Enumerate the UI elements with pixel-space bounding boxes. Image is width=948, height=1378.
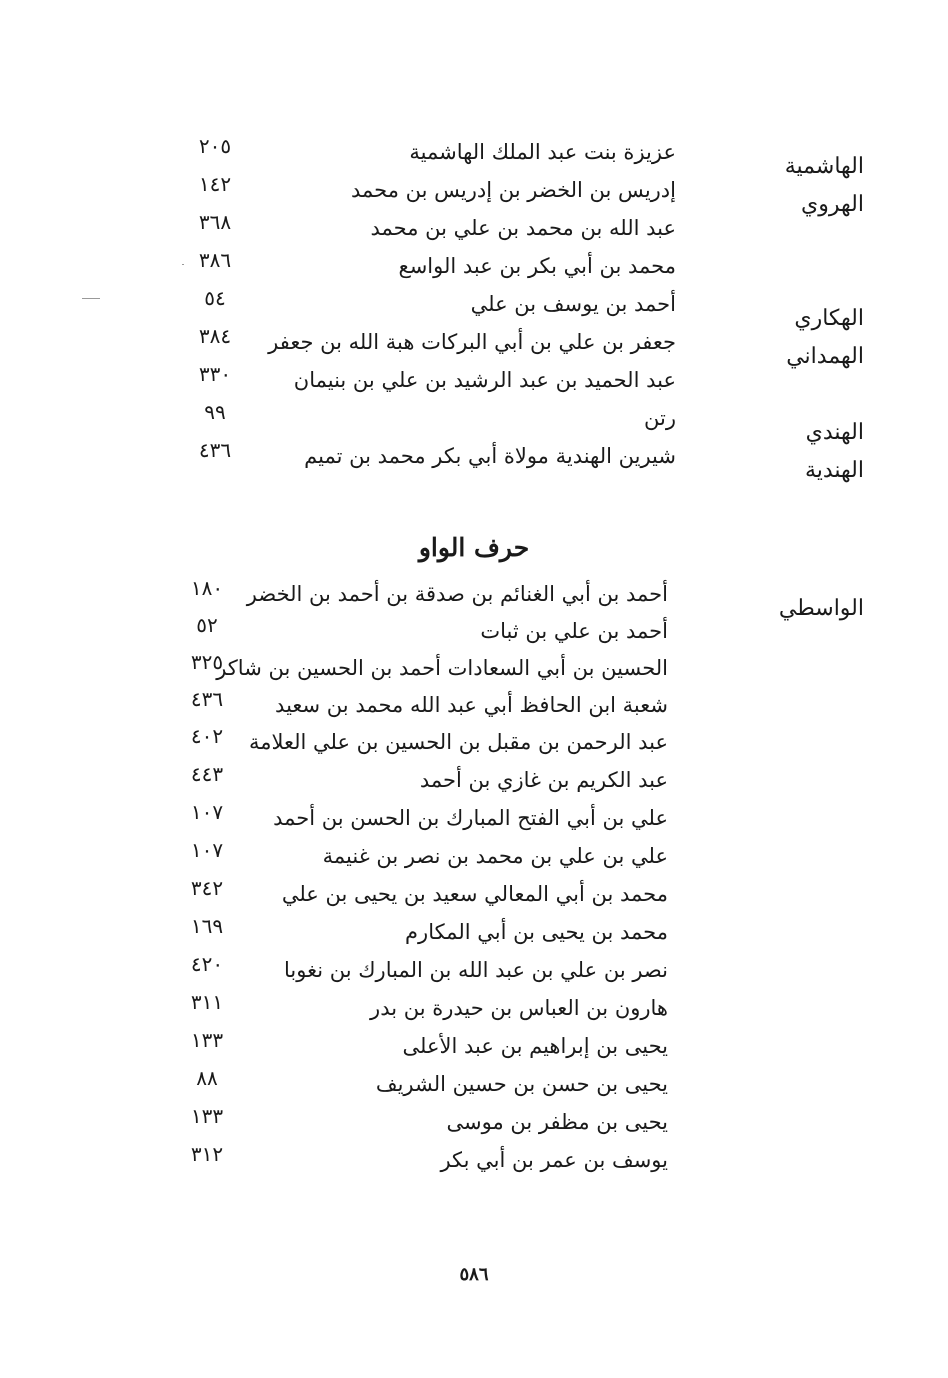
nisba-label: الواسطي: [778, 596, 864, 621]
page-reference: ١٠٧: [190, 800, 224, 824]
scan-speck: [82, 298, 100, 299]
person-name: محمد بن أبي المعالي سعيد بن يحيى بن علي: [281, 882, 668, 906]
person-name: عبد الله بن محمد بن علي بن محمد: [370, 216, 676, 240]
index-entry: [0, 687, 948, 731]
page-reference: ٣٨٤: [198, 324, 232, 348]
index-entry: [0, 324, 948, 369]
person-name: هارون بن العباس بن حيدرة بن بدر: [370, 996, 668, 1020]
person-name: يحيى بن إبراهيم بن عبد الأعلى: [402, 1034, 668, 1058]
page-reference: ٣٢٥: [190, 650, 224, 674]
index-entry: [0, 286, 948, 331]
index-entry: [0, 172, 948, 217]
index-entry: [0, 576, 948, 621]
page-reference: ٤٤٣: [190, 762, 224, 786]
page-reference: ١٦٩: [190, 914, 224, 938]
person-name: يحيى بن مظفر بن موسى: [446, 1110, 668, 1134]
page-reference: ١٨٠: [190, 576, 224, 600]
index-entry: [0, 362, 948, 406]
page-reference: ١٣٣: [190, 1104, 224, 1128]
page-reference: ٣٨٦: [198, 248, 232, 272]
person-name: رتن: [644, 406, 676, 430]
index-entry: [0, 990, 948, 1034]
index-entry: [0, 952, 948, 996]
page-reference: ٤٣٦: [190, 687, 224, 711]
page-reference: ٤٢٠: [190, 952, 224, 976]
person-name: الحسين بن أبي السعادات أحمد بن الحسين بن شاكر: [216, 656, 668, 680]
person-name: عزيزة بنت عبد الملك الهاشمية: [409, 140, 676, 164]
index-entry: [0, 613, 948, 657]
index-entry: [0, 210, 948, 254]
page-reference: ٥٤: [204, 286, 226, 310]
nisba-label: الهندي: [805, 420, 864, 445]
person-name: شيرين الهندية مولاة أبي بكر محمد بن تميم: [304, 444, 676, 468]
person-name: محمد بن أبي بكر بن عبد الواسع: [398, 254, 676, 278]
person-name: علي بن أبي الفتح المبارك بن الحسن بن أحمد: [273, 806, 668, 830]
page-reference: ١٣٣: [190, 1028, 224, 1052]
index-entry: [0, 914, 948, 958]
person-name: نصر بن علي بن عبد الله بن المبارك بن نغوبا: [284, 958, 668, 982]
index-entry: [0, 800, 948, 844]
index-entry: [0, 1142, 948, 1186]
person-name: جعفر بن علي بن أبي البركات هبة الله بن جعفر: [268, 330, 676, 354]
page-reference: ١٠٧: [190, 838, 224, 862]
person-name: محمد بن يحيى بن أبي المكارم: [405, 920, 668, 944]
person-name: أحمد بن علي بن ثبات: [480, 619, 668, 643]
scan-speck: [182, 264, 184, 265]
page-reference: ٣١١: [190, 990, 224, 1014]
index-entry: [0, 650, 948, 694]
page-reference: ٣٦٨: [198, 210, 232, 234]
nisba-label: الهمداني: [786, 344, 864, 369]
person-name: شعبة ابن الحافظ أبي عبد الله محمد بن سعيد: [275, 693, 668, 717]
page-reference: ٣٣٠: [198, 362, 232, 386]
page-reference: ٩٩: [204, 400, 226, 424]
page-number: ٥٨٦: [459, 1264, 489, 1285]
page-reference: ٥٢: [196, 613, 218, 637]
page-reference: ٤٠٢: [190, 724, 224, 748]
index-entry: [0, 134, 948, 179]
person-name: يوسف بن عمر بن أبي بكر: [440, 1148, 668, 1172]
index-entry: [0, 1028, 948, 1072]
person-name: إدريس بن الخضر بن إدريس بن محمد: [351, 178, 676, 202]
index-entry: [0, 838, 948, 882]
person-name: يحيى بن حسن بن حسين الشريف: [375, 1072, 668, 1096]
index-entry: [0, 724, 948, 768]
page-reference: ٤٣٦: [198, 438, 232, 462]
person-name: علي بن علي بن محمد بن نصر بن غنيمة: [322, 844, 668, 868]
index-entry: [0, 1066, 948, 1110]
index-entry: [0, 762, 948, 806]
nisba-label: الهروي: [801, 192, 864, 217]
person-name: عبد الحميد بن عبد الرشيد بن علي بن بنيمان: [293, 368, 676, 392]
page-reference: ١٤٢: [198, 172, 232, 196]
person-name: عبد الرحمن بن مقبل بن الحسين بن علي العلامة: [248, 730, 668, 754]
index-entry: [0, 876, 948, 920]
page-reference: ٣١٢: [190, 1142, 224, 1166]
page-reference: ٣٤٢: [190, 876, 224, 900]
person-name: أحمد بن أبي الغنائم بن صدقة بن أحمد بن الخضر: [246, 582, 668, 606]
nisba-label: الهاشمية: [784, 154, 864, 179]
index-entry: [0, 438, 948, 483]
page-reference: ٨٨: [196, 1066, 218, 1090]
page-reference: ٢٠٥: [198, 134, 232, 158]
nisba-label: الهندية: [804, 458, 864, 483]
person-name: عبد الكريم بن غازي بن أحمد: [419, 768, 668, 792]
nisba-label: الهكاري: [794, 306, 864, 331]
index-entry: [0, 1104, 948, 1148]
person-name: أحمد بن يوسف بن علي: [470, 292, 676, 316]
index-entry: [0, 248, 948, 292]
section-heading: حرف الواو: [418, 533, 530, 562]
index-entry: [0, 400, 948, 445]
